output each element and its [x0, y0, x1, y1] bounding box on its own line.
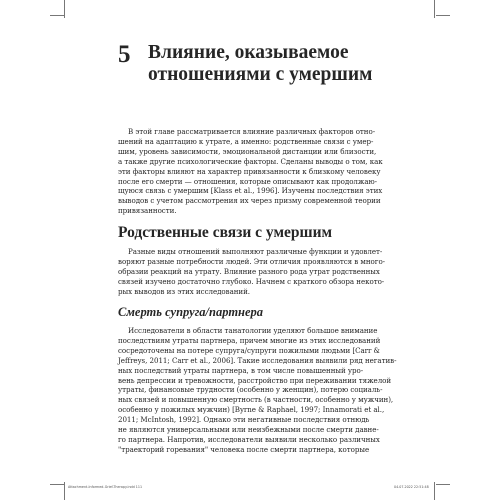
text-line: рых выводов из этих исследований. — [118, 286, 250, 296]
chapter-title-line: отношениями с умершим — [148, 64, 373, 85]
text-line: го партнера. Напротив, исследователи выявили несколько различных — [118, 434, 380, 444]
intro-paragraph — [118, 127, 386, 216]
text-line: "траекторий горевания" человека после смерти партнера, которые — [118, 444, 370, 454]
subsection-paragraph — [118, 326, 397, 455]
crop-mark — [64, 0, 65, 18]
text-line: Jeffreys, 2011; Carr et al., 2006]. Такие исследования выявили ряд негатив- — [118, 355, 397, 365]
text-line: эти факторы влияют на характер привязанности к близкому человеку — [118, 166, 381, 176]
text-line: 2011; McIntosh, 1992]. Однако эти негативные последствия отнюдь — [118, 415, 370, 425]
text-line: воряют разные потребности людей. Эти отличия проявляются в много- — [118, 256, 386, 266]
text-line: привязанности. — [118, 206, 177, 216]
print-footer-timestamp: 04.07.2022 22:51:48 — [394, 485, 429, 489]
text-line: ных связей и повышенную смертность (в частности, особенно у мужчин), — [118, 395, 394, 405]
chapter-title-line: Влияние, оказываемое — [148, 42, 349, 63]
chapter-number: 5 — [118, 41, 131, 68]
text-line: связей изучено достаточно глубоко. Начнем с краткого обзора некото- — [118, 276, 385, 286]
chapter-heading — [118, 42, 418, 86]
text-line: Исследователи в области танатологии уделяют большое внимание — [128, 326, 378, 335]
print-footer-filename: Attachment-Informed-Grief-Therapy.indd 111 — [68, 485, 143, 489]
text-line: образии реакций на утрату. Влияние разного рода утрат родственных — [118, 266, 380, 276]
section-heading: Родственные связи с умершим — [118, 224, 333, 241]
text-line: а также другие психологические факторы. Сделаны выводы о том, как — [118, 156, 383, 166]
text-line: после его смерти — отношения, которые описывают как продолжаю- — [118, 176, 378, 186]
text-line: В этой главе рассматривается влияние различных факторов отно- — [128, 127, 376, 136]
crop-mark — [50, 484, 64, 485]
text-line: сосредоточены на потере супруга/супруги пожилыми людьми [Carr & — [118, 345, 380, 355]
text-line: ных последствий утраты партнера, в том числе повышенный уро- — [118, 365, 364, 375]
text-line: выводов с учетом рассмотрения их через призму современной теории — [118, 196, 381, 206]
text-line: щуюся связь с умершим [Klass et al., 1996]. Изучены последствия этих — [118, 186, 383, 196]
subsection-heading: Смерть супруга/партнера — [118, 305, 264, 319]
chapter-title — [148, 42, 372, 86]
text-line: последствиям утраты партнера, причем многие из этих исследований — [118, 335, 381, 345]
crop-mark — [50, 15, 64, 16]
text-line: не являются универсальными или неизбежными после смерти давне- — [118, 425, 379, 435]
crop-mark — [64, 482, 65, 500]
text-line: утраты, финансовые трудности (особенно у женщин), потерю социаль- — [118, 385, 383, 395]
text-line: Разные виды отношений выполняют различные функции и удовлет- — [128, 247, 383, 256]
text-line: шений на адаптацию к утрате, а именно: родственные связи с умер- — [118, 136, 374, 146]
text-line: вень депрессии и тревожности, расстройство при переживании тяжелой — [118, 375, 392, 385]
crop-mark — [436, 484, 450, 485]
text-line: шим, уровень зависимости, эмоциональной дистанции или близости, — [118, 146, 377, 156]
crop-mark — [436, 15, 450, 16]
crop-mark — [434, 0, 435, 18]
crop-mark — [434, 482, 435, 500]
text-line: особенно у пожилых мужчин) [Byrne & Raphael, 1997; Innamorati et al., — [118, 405, 385, 415]
section-paragraph — [118, 247, 386, 297]
